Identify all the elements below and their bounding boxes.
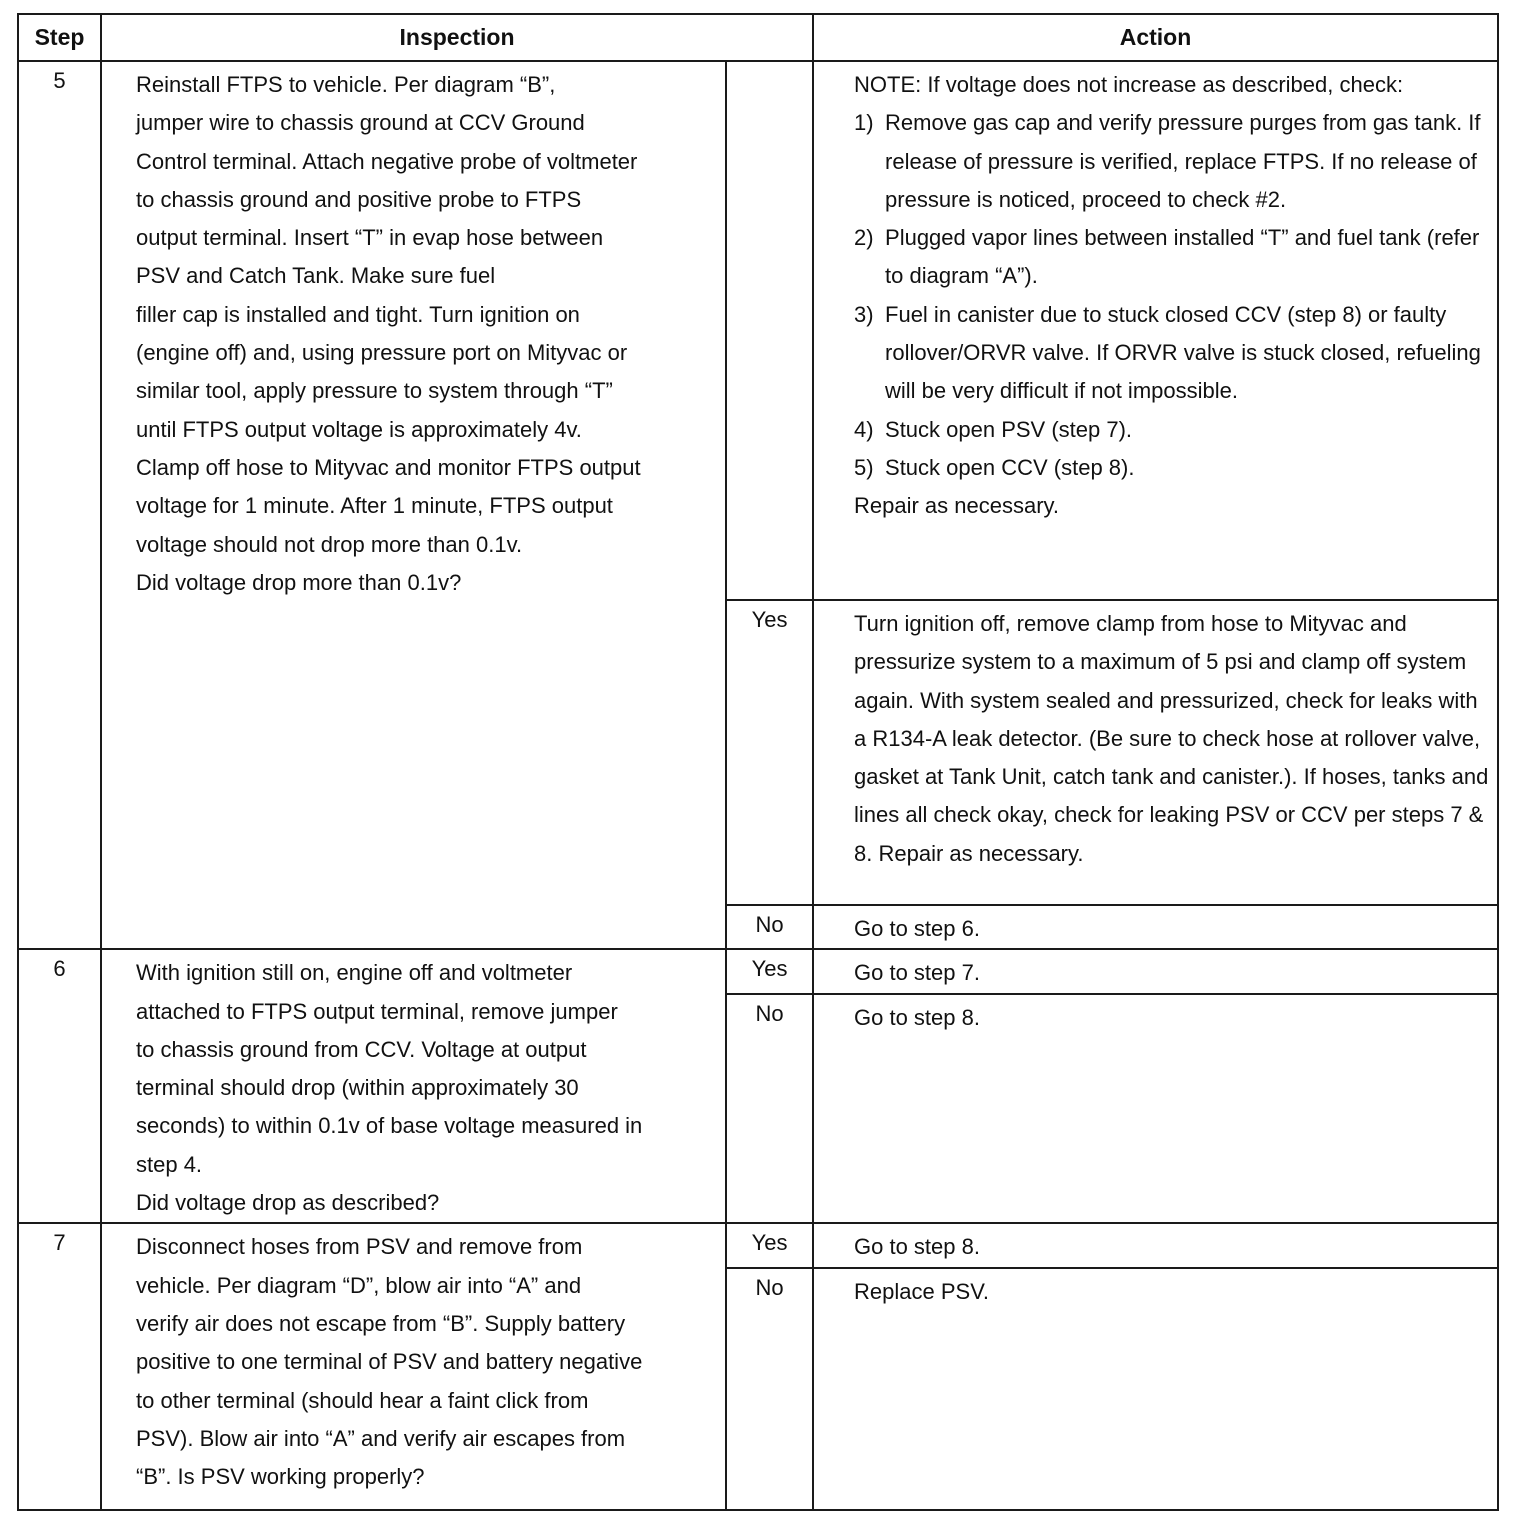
- inspection-line: positive to one terminal of PSV and battery negative: [136, 1349, 643, 1375]
- answer-no: No: [726, 994, 813, 1223]
- inspection-line: to chassis ground and positive probe to FTPS: [136, 186, 582, 212]
- note-item: 4) Stuck open PSV (step 7).: [854, 416, 1133, 442]
- note-item: 5) Stuck open CCV (step 8).: [854, 454, 1135, 480]
- note-cell: [813, 61, 1498, 600]
- action-no: Go to step 6.: [813, 905, 1498, 949]
- inspection-line: Control terminal. Attach negative probe of voltmeter: [136, 148, 638, 174]
- inspection-line: to other terminal (should hear a faint click from: [136, 1387, 589, 1413]
- inspection-cell: [101, 949, 726, 1223]
- note-item: 1) Remove gas cap and verify pressure purges from gas tank. If release of pressure is verified, replace FTPS. If no release of pressure is noticed, proceed to check #2.: [854, 110, 1481, 212]
- header-step: Step: [18, 14, 101, 61]
- inspection-line: voltage should not drop more than 0.1v.: [136, 531, 523, 557]
- table-row: [18, 61, 1498, 600]
- inspection-line: filler cap is installed and tight. Turn ignition on: [136, 301, 580, 327]
- inspection-line: Disconnect hoses from PSV and remove from: [136, 1234, 583, 1260]
- inspection-cell: [101, 1223, 726, 1509]
- inspection-line: Did voltage drop as described?: [136, 1190, 440, 1216]
- answer-no: No: [726, 1268, 813, 1510]
- inspection-line: step 4.: [136, 1151, 203, 1177]
- inspection-line: With ignition still on, engine off and voltmeter: [136, 960, 573, 986]
- inspection-line: Did voltage drop more than 0.1v?: [136, 569, 462, 595]
- step-number: 7: [18, 1223, 101, 1509]
- header-row: [18, 14, 1498, 61]
- inspection-line: “B”. Is PSV working properly?: [136, 1464, 425, 1490]
- inspection-line: output terminal. Insert “T” in evap hose between: [136, 225, 604, 251]
- answer-yes: Yes: [726, 1223, 813, 1267]
- action-no: Replace PSV.: [813, 1268, 1498, 1510]
- inspection-line: terminal should drop (within approximately 30: [136, 1075, 579, 1101]
- action-yes: Go to step 7.: [813, 949, 1498, 994]
- answer-no: No: [726, 905, 813, 949]
- answer-empty: [726, 61, 813, 600]
- inspection-line: Reinstall FTPS to vehicle. Per diagram “B”,: [136, 72, 556, 97]
- inspection-line: attached to FTPS output terminal, remove jumper: [136, 998, 618, 1024]
- inspection-line: voltage for 1 minute. After 1 minute, FTPS output: [136, 493, 613, 519]
- inspection-line: until FTPS output voltage is approximately 4v.: [136, 416, 582, 442]
- action-no: Go to step 8.: [813, 994, 1498, 1223]
- inspection-line: PSV). Blow air into “A” and verify air escapes from: [136, 1425, 626, 1451]
- note-outro: Repair as necessary.: [854, 493, 1060, 519]
- action-yes: Go to step 8.: [813, 1223, 1498, 1267]
- inspection-line: jumper wire to chassis ground at CCV Ground: [136, 110, 585, 136]
- table-row: [18, 1223, 1498, 1267]
- note-list: [854, 104, 1493, 487]
- answer-yes: Yes: [726, 600, 813, 905]
- inspection-line: vehicle. Per diagram “D”, blow air into “A” and: [136, 1272, 582, 1298]
- table-row: [18, 949, 1498, 994]
- inspection-cell: [101, 61, 726, 949]
- step-number: 5: [18, 61, 101, 949]
- inspection-line: PSV and Catch Tank. Make sure fuel: [136, 263, 496, 289]
- note-item: 2) Plugged vapor lines between installed “T” and fuel tank (refer to diagram “A”).: [854, 225, 1480, 289]
- header-inspection: Inspection: [101, 14, 813, 61]
- note-item: 3) Fuel in canister due to stuck closed CCV (step 8) or faulty rollover/ORVR valve. If ORVR valve is stuck closed, refueling will be very difficult if not impossible.: [854, 301, 1481, 404]
- inspection-line: similar tool, apply pressure to system through “T”: [136, 378, 613, 404]
- note-intro: NOTE: If voltage does not increase as described, check:: [854, 72, 1404, 97]
- step-number: 6: [18, 949, 101, 1223]
- action-yes: Turn ignition off, remove clamp from hose to Mityvac and pressurize system to a maximum of 5 psi and clamp off system again. With system sealed and pressurized, check for leaks with a R134-A leak detector. (Be sure to check hose at rollover valve, gasket at Tank Unit, catch tank and canister.). If hoses, tanks and lines all check okay, check for leaking PSV or CCV per steps 7 & 8. Repair as necessary.: [813, 600, 1498, 905]
- inspection-line: (engine off) and, using pressure port on Mityvac or: [136, 340, 628, 366]
- inspection-line: to chassis ground from CCV. Voltage at output: [136, 1036, 587, 1062]
- diagnostic-table: [17, 13, 1499, 1511]
- answer-yes: Yes: [726, 949, 813, 994]
- header-action: Action: [813, 14, 1498, 61]
- inspection-line: Clamp off hose to Mityvac and monitor FTPS output: [136, 454, 641, 480]
- inspection-line: verify air does not escape from “B”. Supply battery: [136, 1310, 626, 1336]
- inspection-line: seconds) to within 0.1v of base voltage measured in: [136, 1113, 643, 1139]
